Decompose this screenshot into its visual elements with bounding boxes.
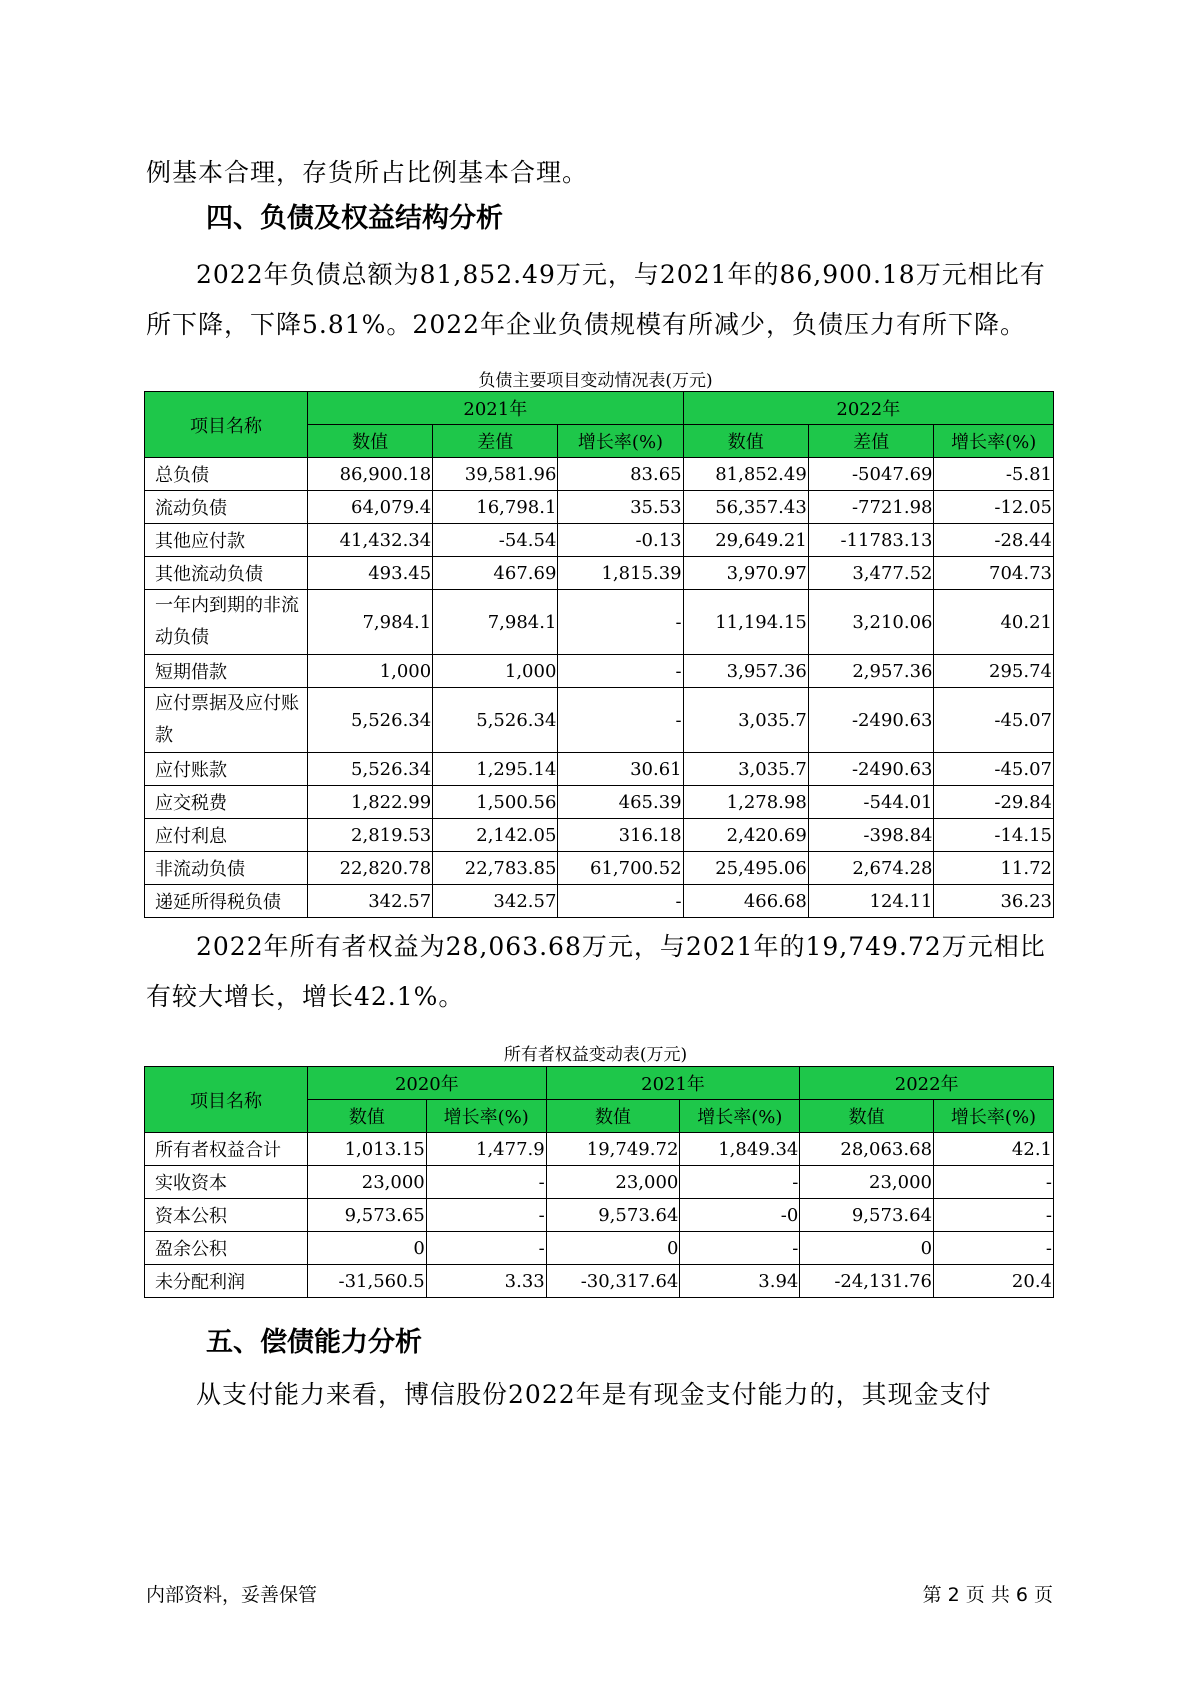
row-label: 应付账款: [145, 753, 308, 786]
table1-caption: 负债主要项目变动情况表(万元): [478, 371, 713, 391]
table1-header-year-a: 2021年: [308, 392, 684, 425]
table-cell: 30.61: [558, 753, 683, 786]
table-cell: 35.53: [558, 491, 683, 524]
table-row: [145, 590, 1054, 655]
table-cell: 0: [546, 1232, 680, 1265]
table-cell: 3,477.52: [808, 557, 934, 590]
footer-confidential: 内部资料，妥善保管: [146, 1584, 318, 1606]
table-row: [145, 524, 1054, 557]
table-cell: 2,957.36: [808, 655, 934, 688]
table-cell: 316.18: [558, 819, 683, 852]
table-cell: 3,035.7: [683, 688, 808, 753]
table-row: [145, 458, 1054, 491]
table-cell: 29,649.21: [683, 524, 808, 557]
table-cell: 465.39: [558, 786, 683, 819]
table-cell: 86,900.18: [308, 458, 433, 491]
table-cell: 342.57: [308, 885, 433, 918]
table-cell: 0: [308, 1232, 427, 1265]
table-cell: -30,317.64: [546, 1265, 680, 1298]
table-cell: 36.23: [934, 885, 1054, 918]
row-label: 未分配利润: [145, 1265, 308, 1298]
equity-table: [144, 1066, 1054, 1298]
table-row: [145, 688, 1054, 753]
table-cell: 7,984.1: [308, 590, 433, 655]
table-cell: 1,849.34: [680, 1133, 800, 1166]
table-cell: 22,820.78: [308, 852, 433, 885]
table-cell: -29.84: [934, 786, 1054, 819]
table-cell: -2490.63: [808, 753, 934, 786]
table-cell: -0: [680, 1199, 800, 1232]
section-heading-5: 五、偿债能力分析: [206, 1327, 422, 1358]
table-cell: 2,142.05: [433, 819, 558, 852]
table-cell: 19,749.72: [546, 1133, 680, 1166]
table-row: [145, 786, 1054, 819]
table-cell: 3.33: [426, 1265, 546, 1298]
table-cell: 1,500.56: [433, 786, 558, 819]
table-cell: 1,295.14: [433, 753, 558, 786]
table1-subheader: 数值: [308, 425, 433, 458]
table-cell: -: [934, 1166, 1054, 1199]
table2-header-year: 2021年: [546, 1067, 800, 1100]
table-row: [145, 655, 1054, 688]
table-cell: 5,526.34: [308, 688, 433, 753]
table-cell: 1,477.9: [426, 1133, 546, 1166]
table-cell: 295.74: [934, 655, 1054, 688]
table-cell: -398.84: [808, 819, 934, 852]
debt-items-table: [144, 391, 1054, 918]
row-label: 应付利息: [145, 819, 308, 852]
paragraph-continuation: 例基本合理，存货所占比例基本合理。: [146, 158, 589, 187]
table-cell: -14.15: [934, 819, 1054, 852]
table-cell: -45.07: [934, 688, 1054, 753]
table-cell: -24,131.76: [800, 1265, 934, 1298]
table-cell: 11.72: [934, 852, 1054, 885]
table-cell: 20.4: [934, 1265, 1054, 1298]
row-label: 盈余公积: [145, 1232, 308, 1265]
row-label: 总负债: [145, 458, 308, 491]
table-cell: 22,783.85: [433, 852, 558, 885]
row-label: 递延所得税负债: [145, 885, 308, 918]
table2-subheader: 数值: [800, 1100, 934, 1133]
table-cell: 3,210.06: [808, 590, 934, 655]
table-cell: -: [426, 1199, 546, 1232]
table-cell: 7,984.1: [433, 590, 558, 655]
footer-page-number: 第 2 页 共 6 页: [922, 1584, 1053, 1606]
table-cell: -54.54: [433, 524, 558, 557]
table2-header-year: 2022年: [800, 1067, 1054, 1100]
table-cell: 1,822.99: [308, 786, 433, 819]
row-label: 资本公积: [145, 1199, 308, 1232]
table-cell: 56,357.43: [683, 491, 808, 524]
table-cell: 704.73: [934, 557, 1054, 590]
row-label: 其他应付款: [145, 524, 308, 557]
table-row: [145, 1199, 1054, 1232]
paragraph-equity: 2022年所有者权益为28,063.68万元，与2021年的19,749.72万元相比有较大增长，增长42.1%。: [146, 932, 1046, 1011]
table1-subheader: 差值: [808, 425, 934, 458]
table1-header-name: 项目名称: [145, 392, 308, 458]
table-cell: -: [558, 655, 683, 688]
table-cell: 2,674.28: [808, 852, 934, 885]
table-cell: 1,278.98: [683, 786, 808, 819]
table-cell: 5,526.34: [308, 753, 433, 786]
table-cell: -5047.69: [808, 458, 934, 491]
table-row: [145, 557, 1054, 590]
table-row: [145, 1133, 1054, 1166]
row-label: 所有者权益合计: [145, 1133, 308, 1166]
table-cell: 28,063.68: [800, 1133, 934, 1166]
table-cell: 3,035.7: [683, 753, 808, 786]
table-cell: 81,852.49: [683, 458, 808, 491]
table-cell: -: [558, 590, 683, 655]
table-cell: -: [934, 1199, 1054, 1232]
table-cell: 41,432.34: [308, 524, 433, 557]
table-row: [145, 1232, 1054, 1265]
table-cell: 2,420.69: [683, 819, 808, 852]
table2-subheader: 数值: [308, 1100, 427, 1133]
table-row: [145, 885, 1054, 918]
table2-subheader: 增长率(%): [426, 1100, 546, 1133]
paragraph-solvency: 从支付能力来看，博信股份2022年是有现金支付能力的，其现金支付: [196, 1380, 992, 1409]
table-row: [145, 852, 1054, 885]
table-cell: 16,798.1: [433, 491, 558, 524]
table-cell: 83.65: [558, 458, 683, 491]
table-cell: 23,000: [308, 1166, 427, 1199]
section-heading-4: 四、负债及权益结构分析: [206, 203, 503, 234]
table-cell: 3.94: [680, 1265, 800, 1298]
table-cell: 3,957.36: [683, 655, 808, 688]
table-cell: -11783.13: [808, 524, 934, 557]
table2-subheader: 增长率(%): [680, 1100, 800, 1133]
table-cell: 64,079.4: [308, 491, 433, 524]
table-cell: -544.01: [808, 786, 934, 819]
table-cell: 1,000: [308, 655, 433, 688]
table-cell: -31,560.5: [308, 1265, 427, 1298]
table-cell: -5.81: [934, 458, 1054, 491]
table1-subheader: 数值: [683, 425, 808, 458]
row-label: 其他流动负债: [145, 557, 308, 590]
table-cell: 42.1: [934, 1133, 1054, 1166]
table-cell: -7721.98: [808, 491, 934, 524]
table-cell: 467.69: [433, 557, 558, 590]
table-cell: 1,000: [433, 655, 558, 688]
table2-subheader: 增长率(%): [934, 1100, 1054, 1133]
table-row: [145, 753, 1054, 786]
table-cell: 11,194.15: [683, 590, 808, 655]
table-cell: 9,573.65: [308, 1199, 427, 1232]
table-cell: 3,970.97: [683, 557, 808, 590]
row-label: 实收资本: [145, 1166, 308, 1199]
table-cell: 342.57: [433, 885, 558, 918]
row-label: 应交税费: [145, 786, 308, 819]
table2-header-year: 2020年: [308, 1067, 547, 1100]
row-label: 一年内到期的非流动负债: [145, 590, 308, 655]
table-cell: 23,000: [800, 1166, 934, 1199]
table-cell: 1,013.15: [308, 1133, 427, 1166]
table1-subheader: 增长率(%): [558, 425, 683, 458]
table-cell: 1,815.39: [558, 557, 683, 590]
table1-subheader: 增长率(%): [934, 425, 1054, 458]
table-cell: 2,819.53: [308, 819, 433, 852]
table-cell: -2490.63: [808, 688, 934, 753]
table-cell: 0: [800, 1232, 934, 1265]
table-cell: -: [426, 1232, 546, 1265]
table2-header-name: 项目名称: [145, 1067, 308, 1133]
table-row: [145, 819, 1054, 852]
table-cell: 40.21: [934, 590, 1054, 655]
row-label: 流动负债: [145, 491, 308, 524]
table-cell: 9,573.64: [546, 1199, 680, 1232]
table-cell: 466.68: [683, 885, 808, 918]
paragraph-debt: 2022年负债总额为81,852.49万元，与2021年的86,900.18万元相比有所下降，下降5.81%。2022年企业负债规模有所减少，负债压力有所下降。: [146, 260, 1046, 339]
table-row: [145, 1265, 1054, 1298]
table-row: [145, 491, 1054, 524]
table1-header-year-b: 2022年: [683, 392, 1053, 425]
table-cell: 493.45: [308, 557, 433, 590]
table-cell: -: [680, 1232, 800, 1265]
table-cell: -: [558, 885, 683, 918]
table-cell: 61,700.52: [558, 852, 683, 885]
table-cell: 124.11: [808, 885, 934, 918]
table-row: [145, 1166, 1054, 1199]
table-cell: 9,573.64: [800, 1199, 934, 1232]
table-cell: -28.44: [934, 524, 1054, 557]
row-label: 短期借款: [145, 655, 308, 688]
table1-subheader: 差值: [433, 425, 558, 458]
table-cell: 39,581.96: [433, 458, 558, 491]
table-cell: -: [558, 688, 683, 753]
row-label: 应付票据及应付账款: [145, 688, 308, 753]
table-cell: -: [934, 1232, 1054, 1265]
table-cell: 5,526.34: [433, 688, 558, 753]
table-cell: -: [426, 1166, 546, 1199]
table-cell: -45.07: [934, 753, 1054, 786]
table-cell: 25,495.06: [683, 852, 808, 885]
table2-caption: 所有者权益变动表(万元): [503, 1045, 688, 1065]
row-label: 非流动负债: [145, 852, 308, 885]
table2-subheader: 数值: [546, 1100, 680, 1133]
table-cell: 23,000: [546, 1166, 680, 1199]
table-cell: -: [680, 1166, 800, 1199]
table-cell: -0.13: [558, 524, 683, 557]
table-cell: -12.05: [934, 491, 1054, 524]
